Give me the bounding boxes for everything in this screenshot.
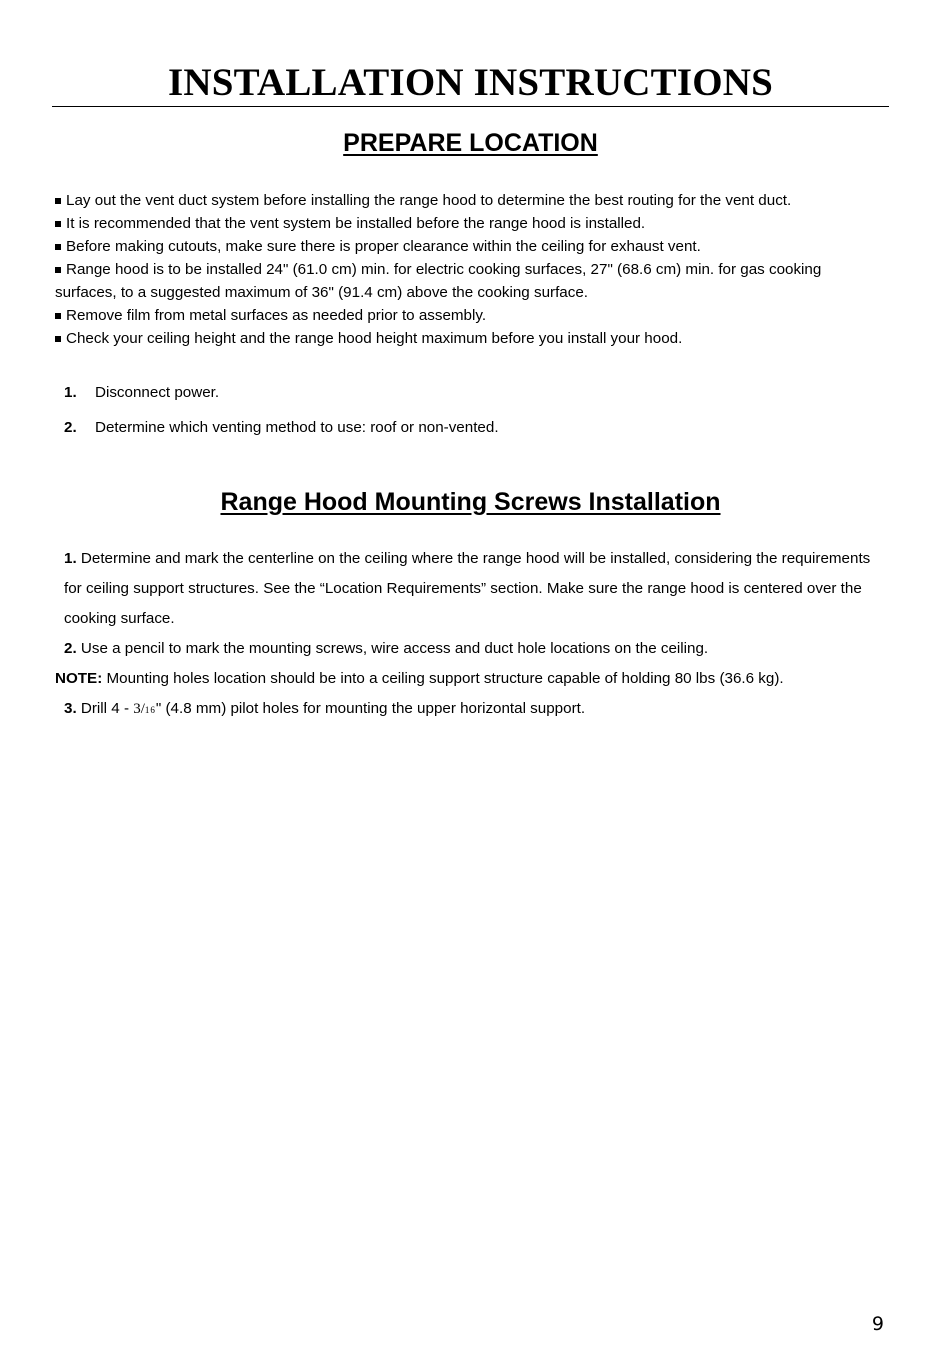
bullet-text: It is recommended that the vent system be installed before the range hood is installed.: [66, 215, 646, 232]
prepare-step-2: [64, 416, 884, 439]
step-text: Determine which venting method to use: roof or non-vented.: [95, 419, 499, 436]
fraction-numerator: 3/: [133, 701, 145, 717]
square-bullet-icon: [55, 221, 61, 227]
square-bullet-icon: [55, 336, 61, 342]
bullet-item: [55, 304, 885, 327]
bullet-text: Remove film from metal surfaces as needed prior to assembly.: [66, 307, 487, 324]
step-number: 1.: [64, 550, 77, 567]
step-number: 2.: [64, 419, 77, 436]
mounting-screws-heading: Range Hood Mounting Screws Installation: [220, 488, 721, 516]
bullet-text: Lay out the vent duct system before installing the range hood to determine the best routing for the vent duct.: [66, 192, 792, 209]
mounting-note: [55, 664, 890, 694]
step-text: Determine and mark the centerline on the ceiling where the range hood will be installed, considering the requirements for ceiling support structures. See the “Location Requirements” section. Make sure the range hood is centered over the cooking surface.: [64, 550, 871, 627]
note-text: Mounting holes location should be into a ceiling support structure capable of holding 80 lbs (36.6 kg).: [106, 670, 784, 687]
prepare-location-heading: PREPARE LOCATION: [343, 129, 598, 157]
bullet-item: [55, 212, 885, 235]
prepare-bullet-list: [55, 189, 885, 350]
page-title: INSTALLATION INSTRUCTIONS: [168, 61, 773, 104]
mounting-steps: [55, 544, 890, 725]
square-bullet-icon: [55, 198, 61, 204]
step-number: 2.: [64, 640, 77, 657]
bullet-item: [55, 235, 885, 258]
square-bullet-icon: [55, 313, 61, 319]
square-bullet-icon: [55, 267, 61, 273]
mounting-step-3: [55, 694, 890, 725]
step-text-suffix: " (4.8 mm) pilot holes for mounting the upper horizontal support.: [155, 700, 586, 717]
mounting-step-2: [55, 634, 890, 664]
step-text: Disconnect power.: [95, 384, 220, 401]
step-text: Use a pencil to mark the mounting screws, wire access and duct hole locations on the ceiling.: [80, 640, 709, 657]
bullet-item: [55, 258, 885, 304]
fraction-denominator: 16: [144, 705, 156, 715]
prepare-step-1: [64, 381, 884, 404]
step-text-prefix: Drill 4 -: [80, 700, 134, 717]
step-number: 3.: [64, 700, 77, 717]
page-number: 9: [871, 1313, 884, 1335]
square-bullet-icon: [55, 244, 61, 250]
bullet-item: [55, 327, 885, 350]
bullet-text: Check your ceiling height and the range hood height maximum before you install your hood.: [66, 330, 683, 347]
bullet-item: [55, 189, 885, 212]
title-rule: [52, 106, 889, 107]
note-label: NOTE:: [55, 670, 103, 687]
bullet-text: Range hood is to be installed 24" (61.0 cm) min. for electric cooking surfaces, 27" (68.6 cm) min. for gas cooking surfaces, to a suggested maximum of 36" (91.4 cm) above the cooking surface.: [55, 261, 822, 301]
bullet-text: Before making cutouts, make sure there is proper clearance within the ceiling for exhaust vent.: [66, 238, 701, 255]
step-number: 1.: [64, 384, 77, 401]
mounting-step-1: [55, 544, 890, 634]
